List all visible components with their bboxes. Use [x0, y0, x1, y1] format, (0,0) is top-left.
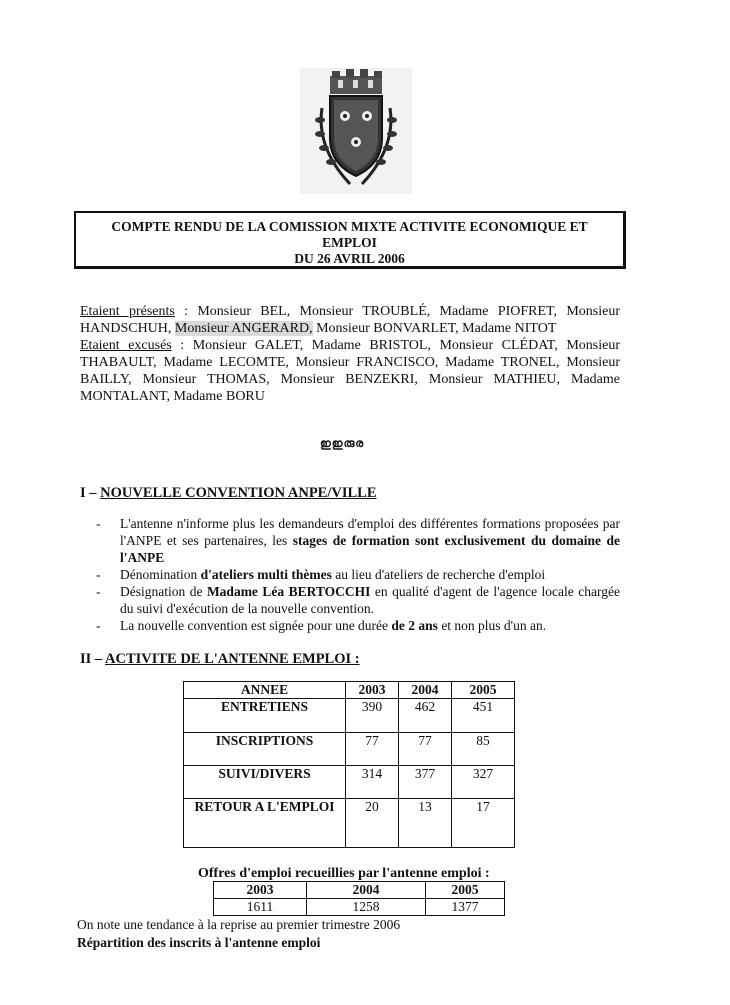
bullet-bold-text: de 2 ans	[391, 618, 438, 633]
bullet-bold-text: d'ateliers multi thèmes	[200, 567, 332, 582]
table-row	[214, 899, 505, 916]
present-list-a: Monsieur BEL, Monsieur TROUBLÉ, Madame PIOFRET, Monsieur HANDSCHUH,	[80, 304, 621, 336]
table-cell: 377	[399, 766, 452, 799]
bullet-bold-text: stages de formation sont exclusivement du domaine de l'ANPE	[120, 533, 620, 565]
table-cell: 17	[452, 799, 515, 848]
table-header-row	[214, 882, 505, 899]
title-line-3: DU 26 AVRIL 2006	[294, 251, 405, 266]
bullet-text: Désignation de	[120, 584, 207, 599]
bullet-bold-text: Madame Léa BERTOCCHI	[206, 584, 371, 599]
table-row	[184, 733, 515, 766]
table-cell: 20	[346, 799, 399, 848]
bullet-text-end: au lieu d'ateliers de recherche d'emploi	[331, 567, 546, 582]
table-cell: 327	[452, 766, 515, 799]
header-cell: 2005	[426, 882, 505, 899]
offers-table	[213, 881, 505, 916]
row-label: INSCRIPTIONS	[184, 733, 346, 766]
excused-label: Etaient excusés	[80, 338, 172, 353]
attendance-block	[80, 303, 620, 405]
table-cell: 462	[399, 699, 452, 733]
header-cell: 2003	[214, 882, 307, 899]
table-cell: 13	[399, 799, 452, 848]
repartition-heading: Répartition des inscrits à l'antenne emploi	[77, 935, 321, 950]
section-1-number: I –	[80, 485, 101, 501]
bullet-item	[88, 583, 620, 617]
section-2-number: II –	[80, 651, 105, 667]
title-line-1: COMPTE RENDU DE LA COMISSION MIXTE ACTIVITE ECONOMIQUE ET	[111, 219, 588, 234]
table-cell: 390	[346, 699, 399, 733]
present-separator: :	[174, 304, 198, 319]
bullet-text: Dénomination	[120, 567, 201, 582]
section-1-heading	[80, 485, 377, 502]
table-cell: 77	[346, 733, 399, 766]
trend-note: On note une tendance à la reprise au premier trimestre 2006	[77, 917, 401, 932]
excused-list: Monsieur GALET, Madame BRISTOL, Monsieur CLÉDAT, Monsieur THABAULT, Madame LECOMTE, Monsieur FRANCISCO, Madame TRONEL, Monsieur BAILLY, Monsieur THOMAS, Monsieur BENZEKRI, Monsieur MATHIEU, Madame MONTALANT, Madame BORU	[80, 338, 621, 404]
excused-separator: :	[171, 338, 193, 353]
decorative-ornament: ഇഇരുര	[320, 437, 365, 450]
activity-table	[183, 681, 515, 848]
table-row	[184, 766, 515, 799]
bullet-item	[88, 515, 620, 566]
header-cell: ANNEE	[184, 682, 346, 699]
section-1-title: NOUVELLE CONVENTION ANPE/VILLE	[100, 485, 377, 501]
table-header-row	[184, 682, 515, 699]
bullet-text: La nouvelle convention est signée pour une durée	[120, 618, 392, 633]
section-2-title: ACTIVITE DE L'ANTENNE EMPLOI :	[105, 651, 360, 667]
table-cell: 1611	[214, 899, 307, 916]
bullet-text: L'antenne n'informe plus les demandeurs d'emploi des différentes formations proposées par l'ANPE et ses partenaires, les	[120, 516, 620, 548]
bullet-item	[88, 566, 620, 583]
present-label: Etaient présents	[80, 304, 175, 319]
bullet-text-end: et non plus d'un an.	[437, 618, 547, 633]
present-highlighted-name: Monsieur ANGERARD,	[174, 321, 313, 336]
bullet-item	[88, 617, 620, 634]
section-2-heading	[80, 651, 360, 668]
table-cell: 451	[452, 699, 515, 733]
table-cell: 1258	[307, 899, 426, 916]
title-line-2: EMPLOI	[322, 235, 377, 250]
table-cell: 77	[399, 733, 452, 766]
table-row	[184, 799, 515, 848]
table-cell: 85	[452, 733, 515, 766]
report-title-box	[74, 211, 626, 269]
row-label: RETOUR A L'EMPLOI	[184, 799, 346, 848]
row-label: ENTRETIENS	[184, 699, 346, 733]
offers-caption: Offres d'emploi recueillies par l'antenne emploi :	[198, 866, 490, 881]
header-cell: 2004	[307, 882, 426, 899]
header-cell: 2003	[346, 682, 399, 699]
table-cell: 1377	[426, 899, 505, 916]
table-row	[184, 699, 515, 733]
row-label: SUIVI/DIVERS	[184, 766, 346, 799]
city-crest-logo	[300, 68, 412, 194]
header-cell: 2005	[452, 682, 515, 699]
section-1-bullet-list	[88, 515, 620, 634]
table-cell: 314	[346, 766, 399, 799]
present-list-b: Monsieur BONVARLET, Madame NITOT	[312, 321, 557, 336]
header-cell: 2004	[399, 682, 452, 699]
bullet-text-end: en qualité d'agent de l'agence locale chargée du suivi d'exécution de la nouvelle convention.	[120, 584, 620, 616]
